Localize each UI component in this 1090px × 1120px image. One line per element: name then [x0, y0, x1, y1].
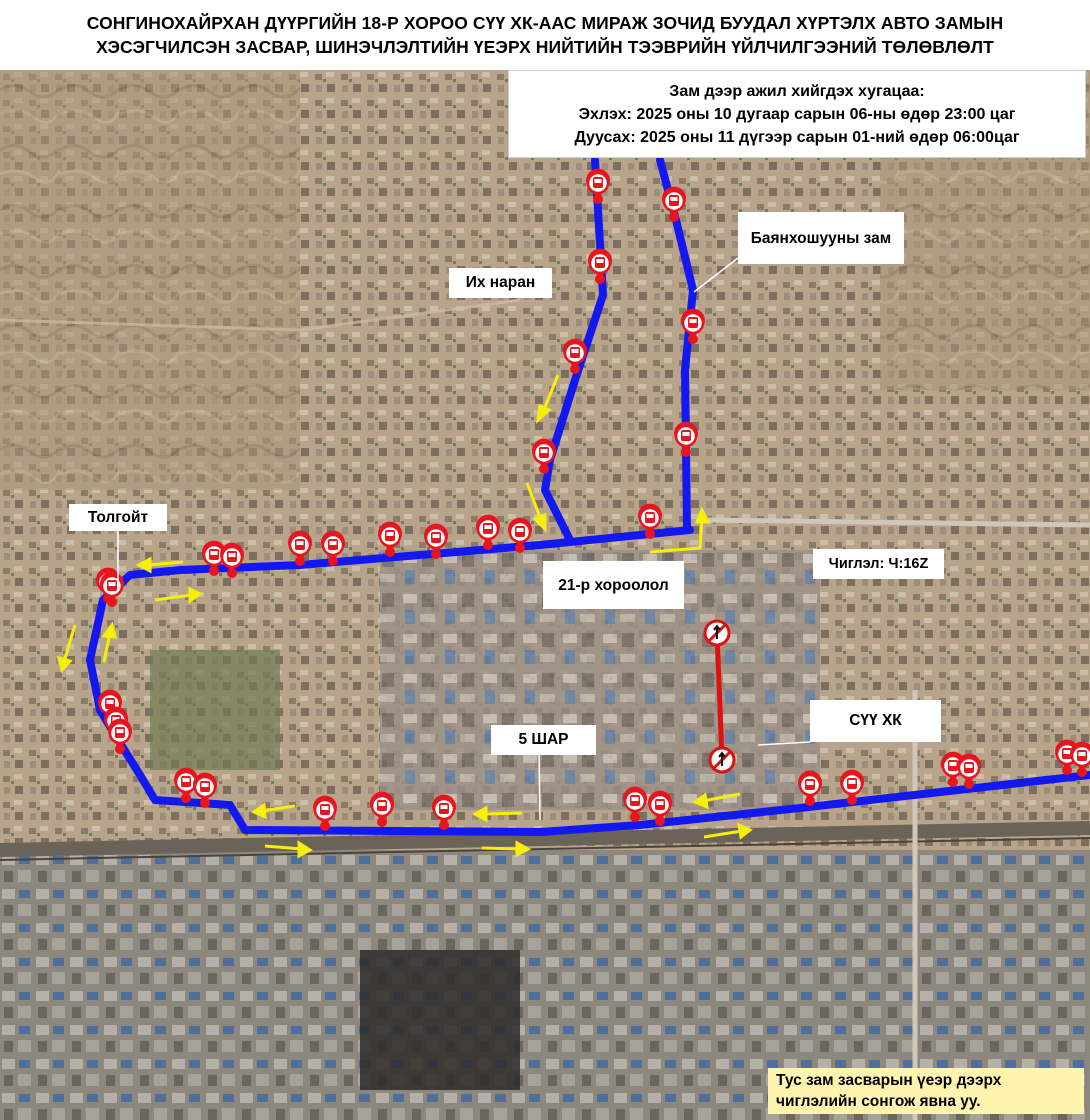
label-5-shar: 5 ШАР	[491, 725, 596, 755]
schedule-title: Зам дээр ажил хийгдэх хугацаа:	[669, 82, 925, 100]
footer-note	[768, 1068, 1084, 1114]
schedule-end: Дуусах: 2025 оны 11 дүгээр сарын 01-ний өдөр 06:00цаг	[574, 128, 1020, 146]
label-bayankhoshuu-road: Баянхошууны зам	[738, 212, 904, 264]
no-entry-icon	[705, 621, 729, 645]
no-entry-icon	[710, 748, 734, 772]
footer-line-1: Тус зам засварын үеэр дээрх	[776, 1072, 1002, 1089]
footer-line-2: чиглэлийн сонгож явна уу.	[776, 1093, 981, 1110]
label-21-khoroolol: 21-р хороолол	[543, 561, 684, 609]
work-schedule-box	[508, 70, 1086, 158]
label-suu: СҮҮ ХК	[810, 700, 941, 742]
schedule-start: Эхлэх: 2025 оны 10 дугаар сарын 06-ны өдөр 23:00 цаг	[578, 105, 1016, 123]
title-line-2: ХЭСЭГЧИЛСЭН ЗАСВАР, ШИНЭЧЛЭЛТИЙН ҮЕЭРХ НИЙТИЙН ТЭЭВРИЙН ҮЙЛЧИЛГЭЭНИЙ ТӨЛӨВЛӨЛТ	[96, 37, 994, 57]
label-route-number: Чиглэл: Ч:16Z	[813, 549, 944, 579]
map-title	[0, 0, 1090, 70]
label-tolgoit: Толгойт	[69, 504, 167, 531]
label-ikh-naran: Их наран	[449, 268, 552, 298]
title-line-1: СОНГИНОХАЙРХАН ДҮҮРГИЙН 18-Р ХОРОО СҮҮ ХК-ААС МИРАЖ ЗОЧИД БУУДАЛ ХҮРТЭЛХ АВТО ЗАМЫН	[86, 13, 1004, 33]
